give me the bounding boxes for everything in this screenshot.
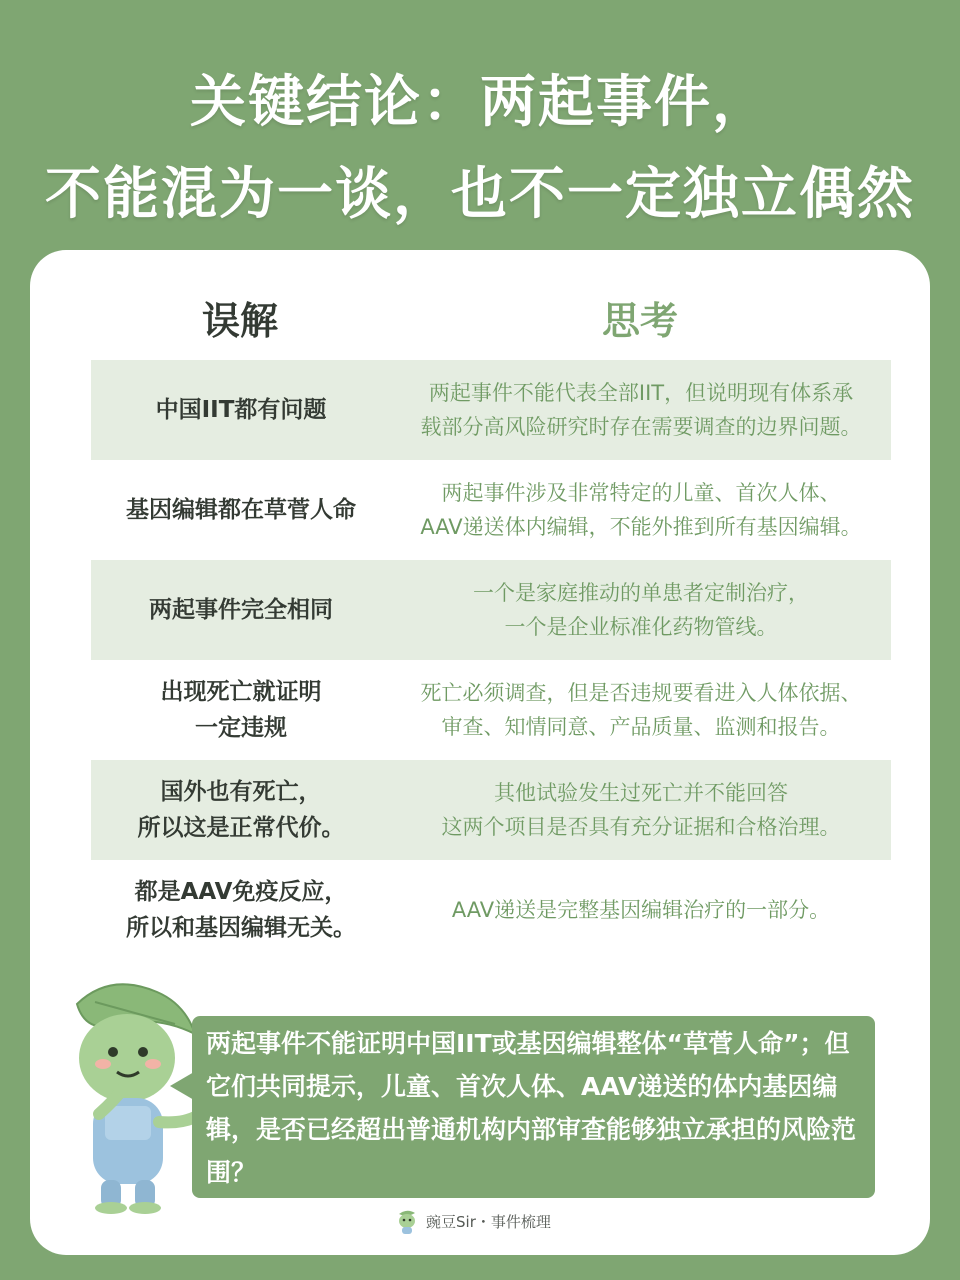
misconception-cell: 国外也有死亡， 所以这是正常代价。	[137, 779, 345, 841]
thought-cell: 两起事件不能代表全部IIT，但说明现有体系承 载部分高风险研究时存在需要调查的边界问题。	[420, 381, 862, 439]
misconception-cell: 中国IIT都有问题	[155, 397, 327, 423]
table-row	[91, 460, 891, 560]
conclusion-bubble	[192, 1016, 875, 1198]
content-card	[30, 250, 930, 1255]
page-title-line-1: 关键结论：两起事件，	[190, 70, 770, 135]
misconception-cell: 出现死亡就证明 一定违规	[160, 679, 322, 741]
page-title-line-2: 不能混为一谈，也不一定独立偶然	[45, 162, 915, 227]
thought-cell: AAV递送是完整基因编辑治疗的一部分。	[451, 898, 831, 922]
thought-cell: 其他试验发生过死亡并不能回答 这两个项目是否具有充分证据和合格治理。	[441, 781, 841, 839]
conclusion-text: 两起事件不能证明中国IIT或基因编辑整体“草菅人命”；但它们共同提示，儿童、首次人体、AAV递送的体内基因编辑，是否已经超出普通机构内部审查能够独立承担的风险范围？	[206, 1029, 857, 1187]
thought-header: 思考	[601, 299, 678, 343]
misconception-cell: 都是AAV免疫反应， 所以和基因编辑无关。	[126, 879, 356, 941]
table-row	[91, 860, 891, 960]
table-row	[91, 660, 891, 760]
thought-cell: 一个是家庭推动的单患者定制治疗， 一个是企业标准化药物管线。	[473, 581, 809, 639]
footer-text: 豌豆Sir・事件梳理	[426, 1212, 551, 1231]
thought-cell: 两起事件涉及非常特定的儿童、首次人体、 AAV递送体内编辑，不能外推到所有基因编辑。	[420, 481, 862, 539]
pea-mascot-icon	[396, 1208, 418, 1234]
table-row	[91, 760, 891, 860]
misconception-header: 误解	[201, 299, 278, 343]
thought-cell: 死亡必须调查，但是否违规要看进入人体依据、 审查、知情同意、产品质量、监测和报告。	[420, 681, 862, 739]
speech-bubble-tail	[170, 1072, 194, 1100]
footer	[396, 1206, 551, 1236]
misconception-cell: 基因编辑都在草菅人命	[126, 497, 356, 523]
table-row	[91, 560, 891, 660]
table-row	[91, 360, 891, 460]
misconception-cell: 两起事件完全相同	[149, 597, 333, 623]
